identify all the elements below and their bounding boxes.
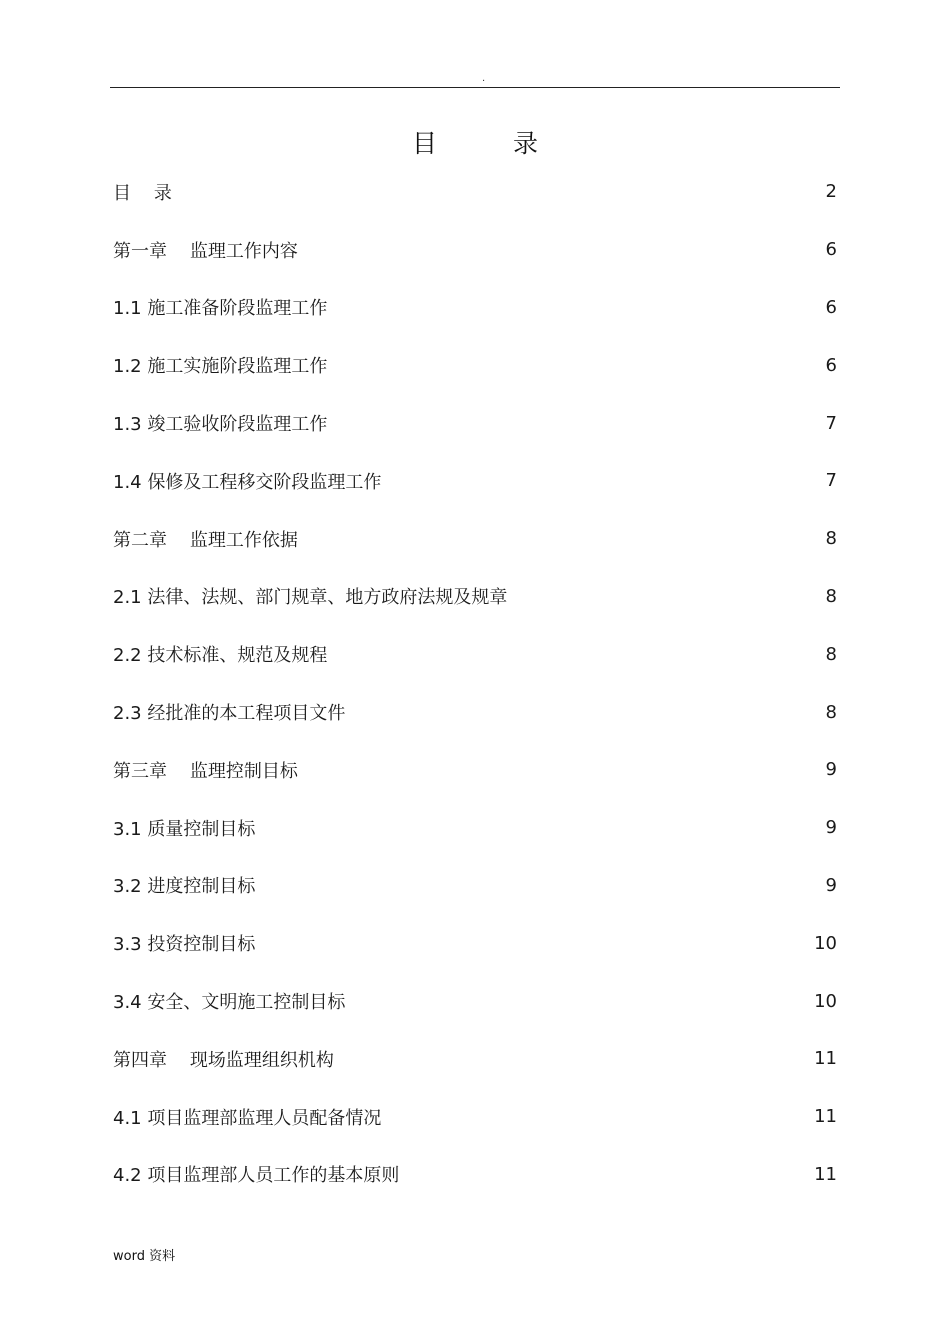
- toc-entry-page: 9: [825, 817, 837, 839]
- toc-entry[interactable]: [113, 914, 837, 972]
- toc-entry-label: 2.1 法律、法规、部门规章、地方政府法规及规章: [113, 587, 508, 609]
- toc-entry-label: 3.1 质量控制目标: [113, 818, 256, 840]
- toc-entry-page: 8: [825, 528, 837, 550]
- toc-entry-page: 8: [825, 643, 837, 665]
- toc-entry-label: 第一章 监理工作内容: [113, 240, 298, 262]
- toc-entry-label: 1.2 施工实施阶段监理工作: [113, 356, 328, 378]
- toc-entry-label: 第二章 监理工作依据: [113, 529, 298, 551]
- toc-entry-page: 7: [825, 470, 837, 492]
- toc-entry-label: 4.2 项目监理部人员工作的基本原则: [113, 1165, 400, 1187]
- toc-entry-page: 8: [825, 585, 837, 607]
- toc-entry[interactable]: [113, 625, 837, 683]
- toc-entry-page: 2: [825, 181, 837, 203]
- toc-entry-page: 10: [814, 990, 837, 1012]
- toc-entry-page: 6: [825, 296, 837, 318]
- header-rule: [110, 87, 840, 88]
- page-title: 目 录: [412, 129, 572, 158]
- toc-entry[interactable]: [113, 510, 837, 568]
- toc-entry-page: 9: [825, 874, 837, 896]
- toc-entry[interactable]: [113, 452, 837, 510]
- toc-entry[interactable]: [113, 857, 837, 915]
- toc-entry[interactable]: [113, 799, 837, 857]
- toc-entry[interactable]: [113, 972, 837, 1030]
- toc-entry-label: 1.1 施工准备阶段监理工作: [113, 298, 328, 320]
- toc-entry-page: 10: [814, 932, 837, 954]
- toc-entry-label: 第四章 现场监理组织机构: [113, 1049, 334, 1071]
- toc-entry-label: 第三章 监理控制目标: [113, 760, 298, 782]
- toc-entry[interactable]: [113, 1146, 837, 1204]
- toc-entry[interactable]: [113, 221, 837, 279]
- toc-entry-label: 2.3 经批准的本工程项目文件: [113, 703, 346, 725]
- toc-entry-page: 11: [814, 1163, 837, 1185]
- toc-entry-page: 7: [825, 412, 837, 434]
- toc-entry[interactable]: [113, 741, 837, 799]
- toc-entry-page: 11: [814, 1106, 837, 1128]
- toc-entry-label: 2.2 技术标准、规范及规程: [113, 645, 328, 667]
- toc-entry[interactable]: [113, 1030, 837, 1088]
- toc-entry-label: 4.1 项目监理部监理人员配备情况: [113, 1107, 382, 1129]
- toc-entry[interactable]: [113, 336, 837, 394]
- toc-entry-page: 6: [825, 239, 837, 261]
- toc-entry[interactable]: [113, 1088, 837, 1146]
- toc-entry-page: 9: [825, 759, 837, 781]
- toc-entry-page: 6: [825, 354, 837, 376]
- toc-entry-label: 3.3 投资控制目标: [113, 934, 256, 956]
- table-of-contents: [113, 163, 837, 1203]
- footer-text: word 资料: [113, 1249, 176, 1264]
- toc-entry-label: 1.3 竣工验收阶段监理工作: [113, 414, 328, 436]
- toc-entry-label: 目 录: [113, 182, 172, 204]
- toc-entry[interactable]: [113, 568, 837, 626]
- toc-entry[interactable]: [113, 394, 837, 452]
- toc-entry[interactable]: [113, 683, 837, 741]
- toc-entry[interactable]: [113, 279, 837, 337]
- header-mark: .: [482, 73, 486, 84]
- toc-entry[interactable]: [113, 163, 837, 221]
- toc-entry-label: 3.4 安全、文明施工控制目标: [113, 992, 346, 1014]
- toc-entry-page: 11: [814, 1048, 837, 1070]
- toc-entry-page: 8: [825, 701, 837, 723]
- toc-entry-label: 1.4 保修及工程移交阶段监理工作: [113, 471, 382, 493]
- toc-entry-label: 3.2 进度控制目标: [113, 876, 256, 898]
